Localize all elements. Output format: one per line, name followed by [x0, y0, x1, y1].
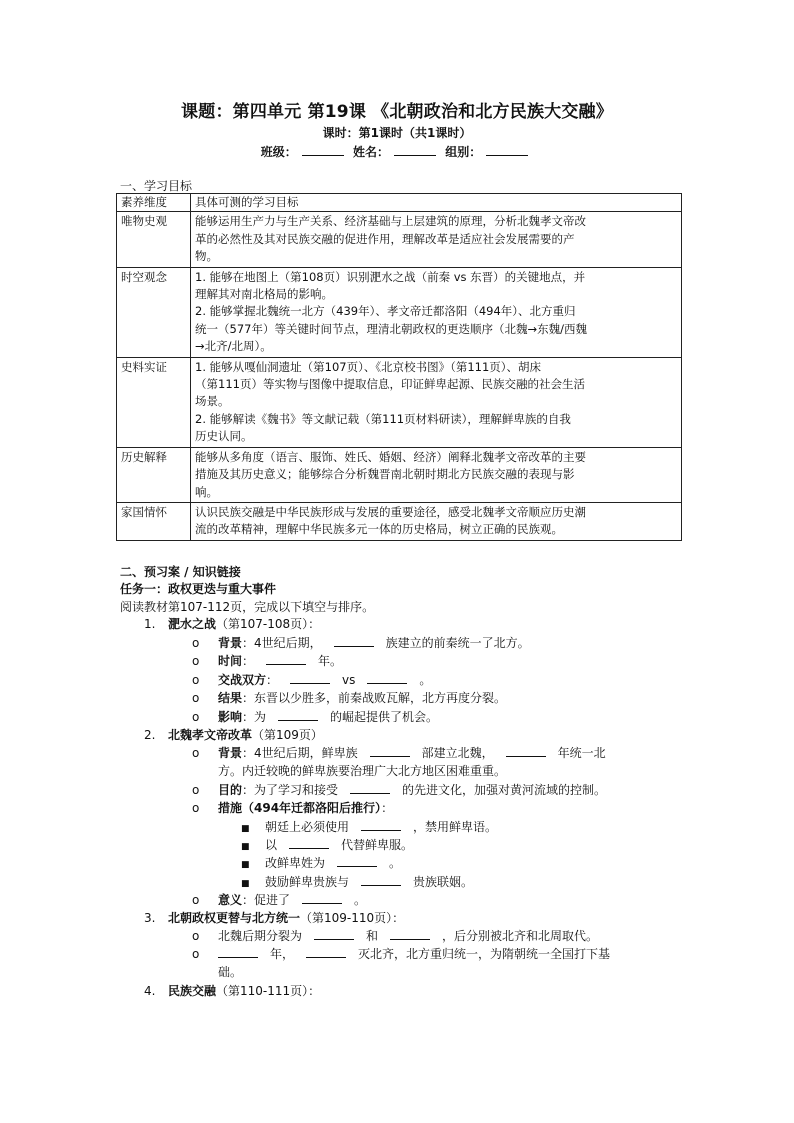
fill-blank[interactable]: [337, 855, 377, 867]
fill-blank[interactable]: [314, 928, 354, 940]
sub-key: 措施（494年迁都洛阳后推行）: [218, 801, 382, 815]
fill-blank[interactable]: [506, 745, 546, 757]
header-goals: 具体可测的学习目标: [191, 194, 682, 212]
sub-item: [192, 781, 672, 799]
fill-blank[interactable]: [306, 946, 346, 958]
learning-goals-table: [116, 193, 682, 541]
task-instruction: 阅读教材第107-112页，完成以下填空与排序。: [120, 600, 375, 614]
sub-text: ：促进了: [242, 893, 291, 907]
sub-text: 北魏后期分裂为: [218, 929, 303, 943]
measure-item: [241, 854, 401, 874]
sub-key: 背景: [218, 746, 243, 760]
sub-key: 时间: [218, 654, 243, 668]
sub-text: ：为: [242, 710, 267, 724]
sub-text: 和: [366, 929, 379, 943]
table-row: [117, 212, 682, 267]
sub-text: ：: [242, 654, 255, 668]
measure-text: 代替鲜卑服。: [341, 838, 414, 852]
sub-item: [192, 671, 672, 689]
goal-line: 革的必然性及其对民族交融的促进作用，理解改革是适应社会发展需要的产: [195, 231, 575, 246]
goal-line: 2. 能够解读《魏书》等文献记载（第111页材料研读），理解鲜卑族的自我: [195, 411, 571, 426]
square-bullet-icon: ■: [241, 842, 250, 852]
circle-bullet-icon: o: [192, 801, 200, 815]
measure-item: [241, 873, 473, 893]
table-row: [117, 447, 682, 502]
page-title: 课题：第四单元 第19课 《北朝政治和北方民族大交融》: [181, 102, 613, 122]
name-blank[interactable]: [394, 145, 436, 156]
lesson-period: 课时：第1课时（共1课时）: [322, 126, 472, 140]
sub-text: 方。内迁较晚的鲜卑族要治理广大北方地区困难重重。: [218, 764, 507, 778]
sub-key: 交战双方: [218, 673, 267, 687]
sub-text: 灭北齐，北方重归统一，为隋朝统一全国打下基: [358, 947, 611, 961]
goal-line: 认识民族交融是中华民族形成与发展的重要途径，感受北魏孝文帝顺应历史潮: [195, 504, 586, 519]
circle-bullet-icon: o: [192, 673, 200, 687]
row-goals: [191, 447, 682, 502]
fill-blank[interactable]: [350, 782, 390, 794]
sub-key: 目的: [218, 783, 243, 797]
circle-bullet-icon: o: [192, 654, 200, 668]
list-item: [144, 909, 404, 927]
sub-item: [192, 945, 672, 981]
sub-text: 年统一北: [557, 746, 606, 760]
student-info-line: [0, 143, 794, 160]
circle-bullet-icon: o: [192, 929, 200, 943]
item-pages: （第109-110页）：: [300, 911, 405, 925]
class-blank[interactable]: [302, 145, 344, 156]
circle-bullet-icon: o: [192, 893, 200, 907]
fill-blank[interactable]: [218, 946, 258, 958]
item-number: 2.: [144, 728, 156, 742]
circle-bullet-icon: o: [192, 746, 200, 760]
sub-item: [192, 689, 672, 707]
item-heading: 淝水之战: [168, 617, 217, 631]
goal-line: 能够运用生产力与生产关系、经济基础与上层建筑的原理，分析北魏孝文帝改: [195, 214, 586, 229]
sub-text: ：: [266, 673, 279, 687]
list-item: [144, 726, 323, 744]
goal-line: 场景。: [195, 394, 230, 409]
goal-line: →北齐/北周）。: [195, 339, 272, 354]
goal-line: 理解其对南北格局的影响。: [195, 287, 333, 302]
sub-item: [192, 652, 672, 670]
table-row: [117, 502, 682, 540]
item-pages: （第109页）: [252, 728, 323, 742]
row-goals: [191, 502, 682, 540]
measure-text: ，禁用鲜卑语。: [413, 820, 498, 834]
goal-line: （第111页）等实物与图像中提取信息，印证鲜卑起源、民族交融的社会生活: [195, 377, 585, 392]
square-bullet-icon: ■: [241, 824, 250, 834]
item-pages: （第107-108页）：: [216, 617, 321, 631]
row-goals: [191, 212, 682, 267]
fill-blank[interactable]: [367, 672, 407, 684]
fill-blank[interactable]: [361, 874, 401, 886]
sub-item: [192, 744, 672, 780]
sub-text: ：4世纪后期，鲜卑族: [242, 746, 358, 760]
goal-line: 统一（577年）等关键时间节点，理清北朝政权的更迭顺序（北魏→东魏/西魏: [195, 321, 587, 336]
task-heading: 任务一：政权更迭与重大事件: [120, 582, 277, 596]
sub-text: 年。: [318, 654, 343, 668]
goal-line: 物。: [195, 249, 218, 264]
square-bullet-icon: ■: [241, 879, 250, 889]
header-dimension: 素养维度: [117, 194, 191, 212]
fill-blank[interactable]: [289, 837, 329, 849]
goal-line: 1. 能够从嘎仙洞遗址（第107页）、《北京校书图》（第111页）、胡床: [195, 359, 542, 374]
measure-item: [241, 836, 413, 856]
goal-line: 流的改革精神，理解中华民族多元一体的历史格局，树立正确的民族观。: [195, 522, 563, 537]
row-goals: [191, 267, 682, 357]
measure-text: 朝廷上必须使用: [265, 820, 350, 834]
measure-item: [241, 818, 497, 838]
row-dimension: 时空观念: [117, 267, 191, 357]
item-number: 4.: [144, 984, 156, 998]
section-heading-preview: 二、预习案 / 知识链接: [120, 565, 241, 579]
goal-line: 响。: [195, 484, 218, 499]
sub-text: ：: [381, 801, 394, 815]
fill-blank[interactable]: [278, 709, 318, 721]
square-bullet-icon: ■: [241, 860, 250, 870]
goal-line: 历史认同。: [195, 429, 253, 444]
sub-item: [192, 634, 672, 652]
fill-blank[interactable]: [290, 672, 330, 684]
table-row: [117, 267, 682, 357]
sub-key: 背景: [218, 636, 243, 650]
circle-bullet-icon: o: [192, 710, 200, 724]
name-label: 姓名：: [352, 145, 389, 159]
sub-item: [192, 708, 672, 726]
sub-key: 结果: [218, 691, 243, 705]
sub-text: 的崛起提供了机会。: [330, 710, 439, 724]
sub-text: ，后分别被北齐和北周取代。: [442, 929, 599, 943]
table-header-row: [117, 194, 682, 212]
item-heading: 民族交融: [168, 984, 217, 998]
circle-bullet-icon: o: [192, 691, 200, 705]
goal-line: 能够从多角度（语言、服饰、姓氏、婚姻、经济）阐释北魏孝文帝改革的主要: [195, 449, 586, 464]
fill-blank[interactable]: [390, 928, 430, 940]
row-dimension: 历史解释: [117, 447, 191, 502]
sub-text: ：为了学习和接受: [242, 783, 339, 797]
class-label: 班级：: [260, 145, 297, 159]
item-number: 1.: [144, 617, 156, 631]
sub-text: 。: [419, 673, 432, 687]
sub-item: [192, 799, 672, 817]
sub-text: 年，: [270, 947, 295, 961]
measure-text: 鼓励鲜卑贵族与: [265, 875, 350, 889]
sub-item: [192, 891, 672, 909]
goal-line: 2. 能够掌握北魏统一北方（439年）、孝文帝迁都洛阳（494年）、北方重归: [195, 304, 576, 319]
item-pages: （第110-111页）：: [216, 984, 321, 998]
group-label: 组别：: [445, 145, 482, 159]
item-number: 3.: [144, 911, 156, 925]
measure-text: 贵族联姻。: [413, 875, 474, 889]
sub-key: 影响: [218, 710, 243, 724]
fill-blank[interactable]: [334, 635, 374, 647]
row-dimension: 史料实证: [117, 357, 191, 447]
list-item: [144, 615, 320, 633]
fill-blank[interactable]: [302, 892, 342, 904]
sub-text: 部建立北魏，: [421, 746, 494, 760]
row-dimension: 唯物史观: [117, 212, 191, 267]
group-blank[interactable]: [486, 145, 528, 156]
row-dimension: 家国情怀: [117, 502, 191, 540]
sub-text: 。: [354, 893, 367, 907]
sub-item: [192, 927, 672, 945]
sub-text: ：东晋以少胜多，前秦战败瓦解，北方再度分裂。: [242, 691, 507, 705]
section-heading-goals: 一、学习目标: [120, 179, 193, 193]
list-item: [144, 982, 320, 1000]
row-goals: [191, 357, 682, 447]
measure-text: 以: [265, 838, 278, 852]
sub-text: 的先进文化，加强对黄河流域的控制。: [402, 783, 607, 797]
fill-blank[interactable]: [370, 745, 410, 757]
goal-line: 1. 能够在地图上（第108页）识别淝水之战（前秦 vs 东晋）的关键地点，并: [195, 269, 586, 284]
sub-text: vs: [342, 673, 356, 687]
sub-text: ：4世纪后期，: [242, 636, 322, 650]
fill-blank[interactable]: [361, 819, 401, 831]
item-heading: 北朝政权更替与北方统一: [168, 911, 301, 925]
sub-text: 族建立的前秦统一了北方。: [385, 636, 530, 650]
measure-text: 。: [389, 856, 402, 870]
fill-blank[interactable]: [266, 653, 306, 665]
goal-line: 措施及其历史意义；能够综合分析魏晋南北朝时期北方民族交融的表现与影: [195, 467, 575, 482]
measure-text: 改鲜卑姓为: [265, 856, 326, 870]
circle-bullet-icon: o: [192, 783, 200, 797]
circle-bullet-icon: o: [192, 636, 200, 650]
sub-text: 础。: [218, 965, 243, 979]
item-heading: 北魏孝文帝改革: [168, 728, 253, 742]
circle-bullet-icon: o: [192, 947, 200, 961]
table-row: [117, 357, 682, 447]
sub-key: 意义: [218, 893, 243, 907]
